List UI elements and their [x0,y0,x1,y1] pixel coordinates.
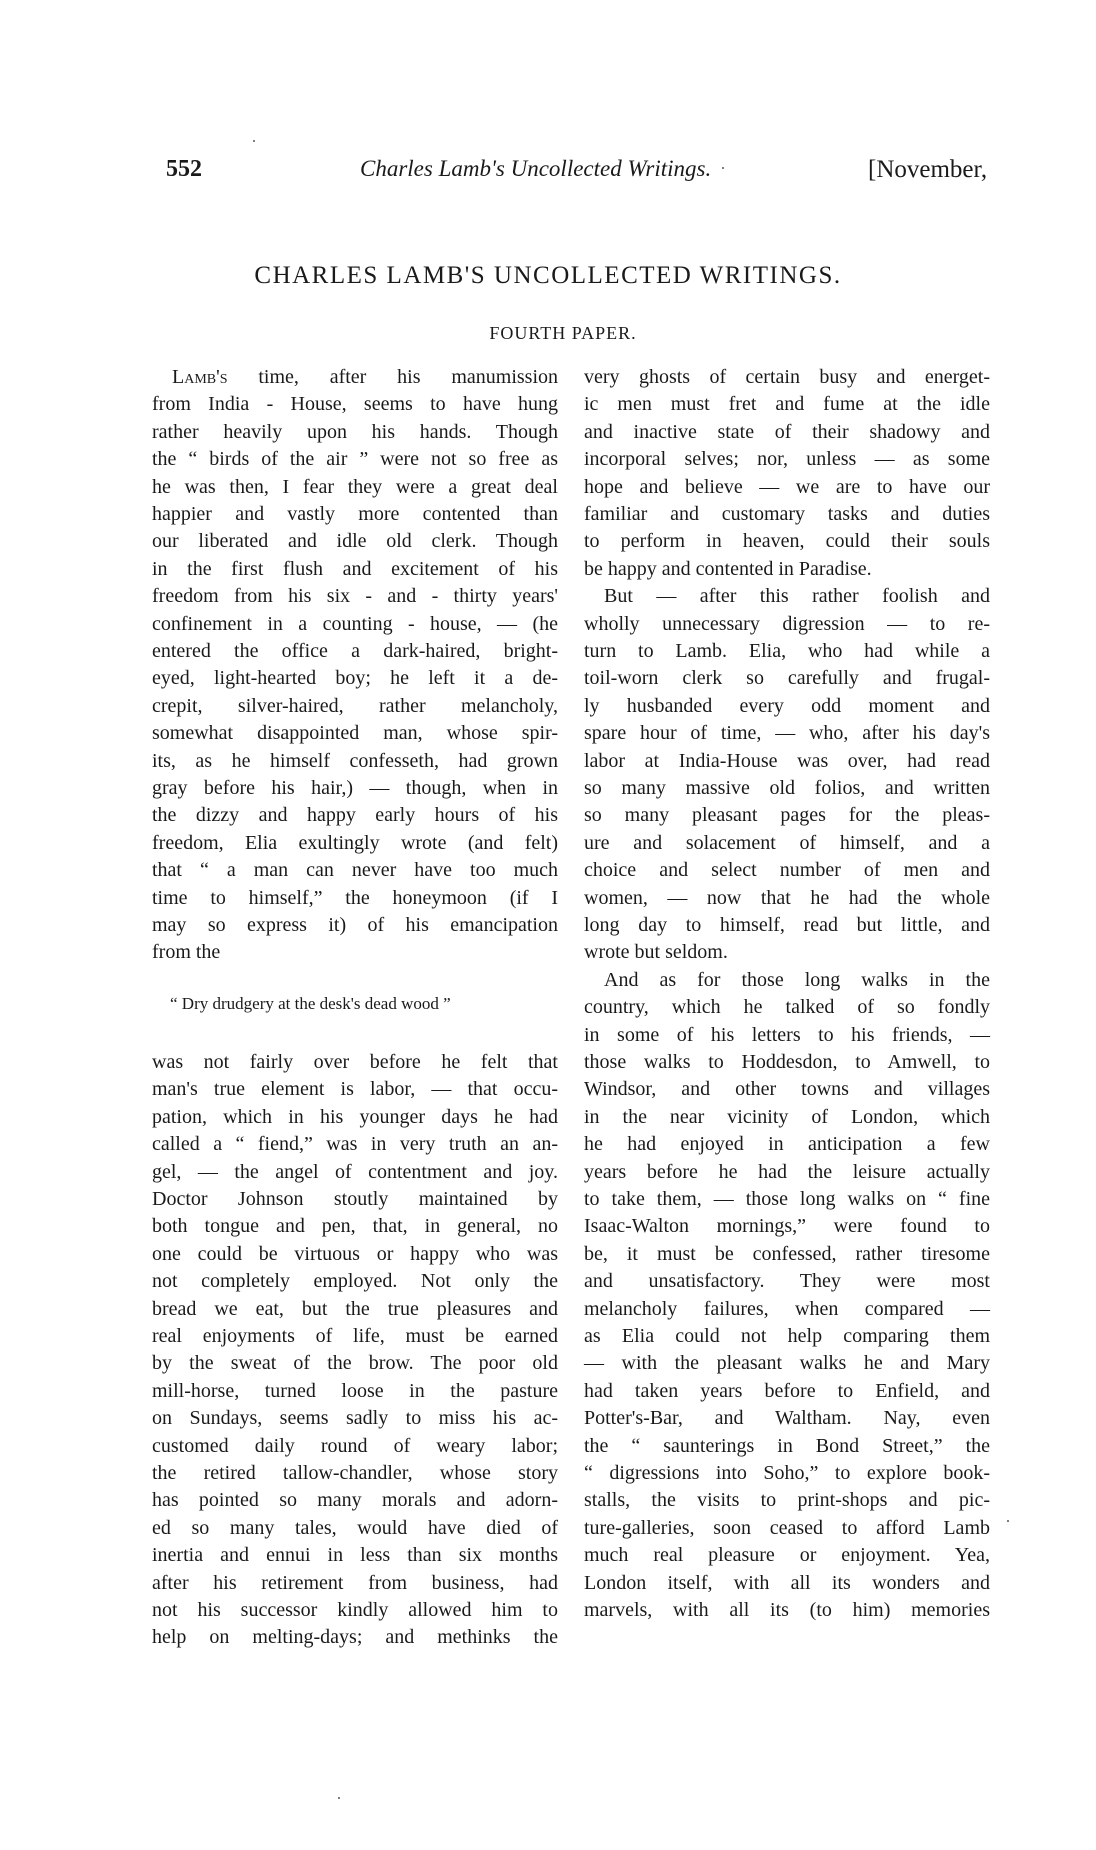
text-line: both tongue and pen, that, in general, no [152,1215,558,1238]
article-title: CHARLES LAMB'S UNCOLLECTED WRITINGS. [254,262,842,289]
text-line: after his retirement from business, had [152,1571,558,1594]
text-line: spare hour of time, — who, after his day's [584,722,990,745]
print-speck [338,1797,340,1799]
text-line: gel, — the angel of contentment and joy. [152,1160,558,1183]
text-line: familiar and customary tasks and duties [584,503,990,525]
text-line: Isaac-Walton mornings,” were found to [584,1215,990,1238]
text-line: one could be virtuous or happy who was [152,1242,558,1265]
text-line: as Elia could not help comparing them [584,1325,990,1347]
text-line: eyed, light-hearted boy; he left it a de- [152,667,558,690]
print-speck [253,140,255,142]
text-line: Windsor, and other towns and villages [584,1078,990,1101]
text-line: ic men must fret and fume at the idle [584,393,990,416]
running-month: [November, [868,156,988,183]
text-line: be, it must be confessed, rather tiresome [584,1242,990,1265]
text-line: very ghosts of certain busy and energet- [584,366,990,388]
text-line: entered the office a dark-haired, bright- [152,640,558,662]
text-line: incorporal selves; nor, unless — as some [584,448,990,471]
text-line: toil-worn clerk so carefully and frugal- [584,667,990,690]
text-line [152,364,558,391]
text-line: in the first flush and excitement of his [152,557,558,580]
text-line: much real pleasure or enjoyment. Yea, [584,1544,990,1567]
text-line: ly husbanded every odd moment and [584,694,990,717]
text-line: freedom, Elia exultingly wrote (and felt) [152,831,558,854]
print-speck [1007,1520,1009,1522]
text-line: had taken years before to Enfield, and [584,1379,990,1402]
text-line: in some of his letters to his friends, — [584,1023,990,1046]
text-line: customed daily round of weary labor; [152,1434,558,1457]
text-line: hope and believe — we are to have our [584,475,990,498]
text-line: mill-horse, turned loose in the pasture [152,1379,558,1402]
text-line: confinement in a counting - house, — (he [152,612,558,635]
text-line: on Sundays, seems sadly to miss his ac- [152,1407,558,1430]
text-line: to perform in heaven, could their souls [584,530,990,553]
running-title: Charles Lamb's Uncollected Writings. [360,156,712,181]
text-line: by the sweat of the brow. The poor old [152,1352,558,1375]
text-line: time to himself,” the honeymoon (if I [152,886,558,909]
text-line: to take them, — those long walks on “ fine [584,1188,990,1210]
text-line: somewhat disappointed man, whose spir- [152,722,558,745]
text-line: crepit, silver-haired, rather melancholy, [152,694,558,717]
text-line: so many massive old folios, and written [584,777,990,799]
text-line: wholly unnecessary digression — to re- [584,612,990,635]
text-line: help on melting-days; and methinks the [152,1626,558,1649]
text-line: Doctor Johnson stoutly maintained by [152,1188,558,1210]
text-line: not his successor kindly allowed him to [152,1599,558,1621]
text-line: bread we eat, but the true pleasures and [152,1297,558,1320]
text-line: stalls, the visits to print-shops and pic- [584,1489,990,1512]
page-number: 552 [166,156,202,182]
text-line: not completely employed. Not only the [152,1270,558,1293]
text-line: and inactive state of their shadowy and [584,420,990,443]
text-line: has pointed so many morals and adorn- [152,1489,558,1512]
text-line: the dizzy and happy early hours of his [152,804,558,827]
text-line: from the [152,941,221,964]
text-line: those walks to Hoddesdon, to Amwell, to [584,1051,990,1073]
print-speck [722,167,724,169]
text-line: in the near vicinity of London, which [584,1105,990,1128]
text-line: turn to Lamb. Elia, who had while a [584,640,990,662]
text-line: choice and select number of men and [584,859,990,882]
text-line: country, which he talked of so fondly [584,996,990,1019]
text-line: our liberated and idle old clerk. Though [152,530,558,553]
text-line: from India - House, seems to have hung [152,393,558,416]
text-line: gray before his hair,) — though, when in [152,777,558,799]
text-line: London itself, with all its wonders and [584,1571,990,1594]
text-line: melancholy failures, when compared — [584,1297,990,1320]
text-line: wrote but seldom. [584,941,728,964]
text-line: Potter's-Bar, and Waltham. Nay, even [584,1407,990,1430]
text-line: the retired tallow-chandler, whose story [152,1462,558,1484]
line-text: time, after his manumission [227,366,558,388]
text-line: and unsatisfactory. They were most [584,1270,990,1293]
text-line: ed so many tales, would have died of [152,1516,558,1539]
text-line: years before he had the leisure actually [584,1160,990,1183]
text-line: But — after this rather foolish and [604,585,990,608]
text-line: women, — now that he had the whole [584,886,990,909]
text-line: ure and solacement of himself, and a [584,831,990,854]
text-line: long day to himself, read but little, and [584,914,990,936]
text-line: rather heavily upon his hands. Though [152,420,558,443]
text-line: he was then, I fear they were a great deal [152,475,558,498]
text-line: he had enjoyed in anticipation a few [584,1133,990,1156]
drop-lead-word: Lamb's [172,366,228,388]
text-line: pation, which in his younger days he had [152,1105,558,1128]
text-line: And as for those long walks in the [604,968,990,991]
text-line: freedom from his six - and - thirty years' [152,585,558,608]
text-line: the “ saunterings in Bond Street,” the [584,1434,990,1457]
text-line: — with the pleasant walks he and Mary [584,1352,990,1375]
text-line: may so express it) of his emancipation [152,914,558,936]
text-line: inertia and ennui in less than six months [152,1544,558,1567]
text-line: be happy and contented in Paradise. [584,557,872,580]
text-line: was not fairly over before he felt that [152,1051,558,1073]
text-line: called a “ fiend,” was in very truth an an- [152,1133,558,1156]
text-line: the “ birds of the air ” were not so free as [152,448,558,471]
text-line: that “ a man can never have too much [152,859,558,882]
text-line: so many pleasant pages for the pleas- [584,804,990,827]
text-line: man's true element is labor, — that occu- [152,1078,558,1101]
text-line: labor at India-House was over, had read [584,749,990,772]
text-line: “ digressions into Soho,” to explore book- [584,1462,990,1484]
article-subtitle: FOURTH PAPER. [489,323,637,343]
block-quote: “ Dry drudgery at the desk's dead wood ” [170,994,451,1014]
text-line: real enjoyments of life, must be earned [152,1325,558,1347]
text-line: marvels, with all its (to him) memories [584,1599,990,1621]
text-line: ture-galleries, soon ceased to afford Lamb [584,1516,990,1539]
text-line: happier and vastly more contented than [152,503,558,525]
text-line: its, as he himself confesseth, had grown [152,749,558,772]
